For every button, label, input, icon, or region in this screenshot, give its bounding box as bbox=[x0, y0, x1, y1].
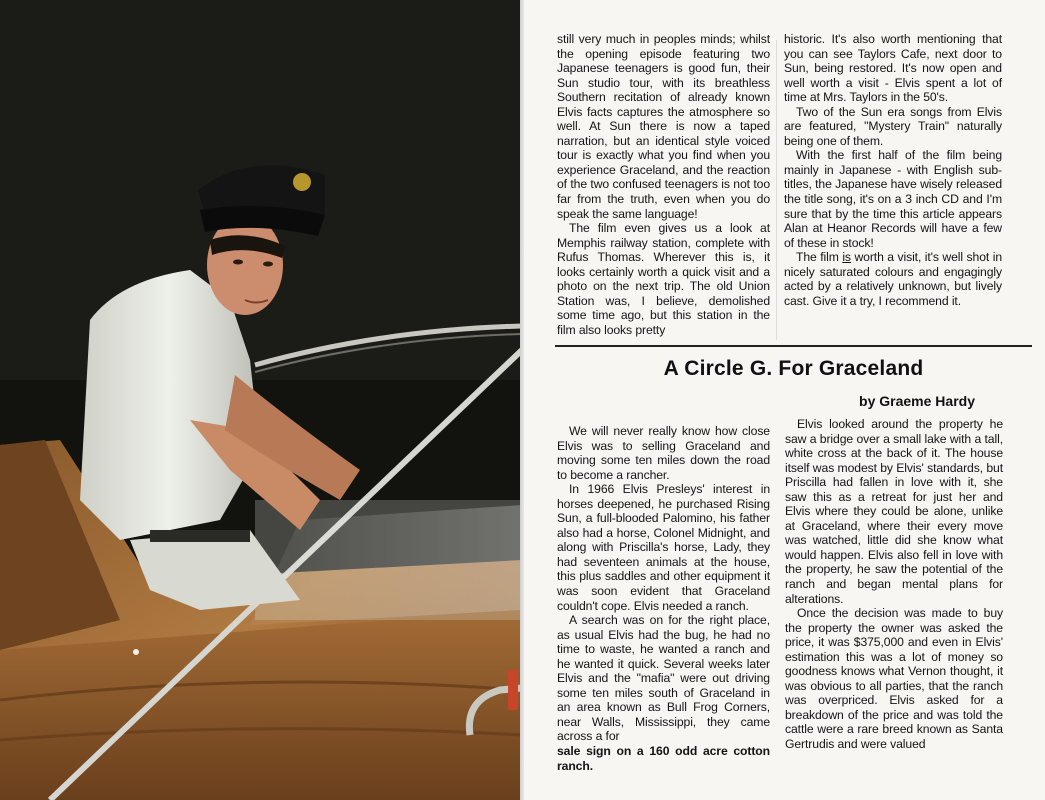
text-run: worth a visit, it's well shot in nicely saturated colours and engagingly acted by a relatively unknown, but lively cast. Give it a try, I recommend it. bbox=[784, 250, 1003, 308]
bold-line: sale sign on a 160 odd acre cotton ranch. bbox=[557, 744, 770, 773]
text-run: The film bbox=[796, 250, 843, 265]
paragraph: Elvis looked around the property he saw a bridge over a small lake with a tall, white cross at the back of it. The house itself was modest by Elvis' standards, but Priscilla had fallen in love with it, she saw this as a retreat for just her and Elvis where they could be alone, unlike at Graceland, where their every move was watched, little did she know what would happen. Elvis also fell in love with the property, he saw the potential of the ranch and began mental plans for alterations. bbox=[785, 417, 1003, 606]
article-byline: by Graeme Hardy bbox=[859, 393, 975, 409]
underlined-word: is bbox=[842, 250, 851, 265]
paragraph: With the first half of the film being mainly in Japanese - with English sub-titles, the Japanese have wisely released the title song, it's on a 3 inch CD and I'm sure that by the time this article appears Alan at Heanor Records will have a few of these in stock! bbox=[784, 148, 1002, 250]
review-column-1 bbox=[557, 32, 770, 337]
paragraph: A search was on for the right place, as usual Elvis had the bug, he had no time to waste, he wanted a ranch and he wanted it quick. Several weeks later Elvis and the "mafia" were out driving some ten miles south of Graceland in an area known as Bull Frog Corners, near Walls, Mississippi, they came across a for bbox=[557, 613, 770, 744]
paragraph: In 1966 Elvis Presleys' interest in horses deepened, he purchased Rising Sun, a full-blooded Palomino, his father also had a horse, Colonel Midnight, and along with Priscilla's horse, Lady, they had seventeen animals at the house, this plus saddles and other equipment it was soon evident that Graceland couldn't cope. Elvis needed a ranch. bbox=[557, 482, 770, 613]
paragraph: still very much in peoples minds; whilst the opening episode featuring two Japanese teenagers is good fun, their Sun studio tour, with its breathless Southern recitation of already known Elvis facts captures the atmosphere so well. At Sun there is now a taped narration, but an identical style voiced tour is exactly what you find when you experience Graceland, and the reaction of the two confused teenagers is not too far from the truth, even when you do speak the same language! bbox=[557, 32, 770, 221]
paragraph: We will never really know how close Elvis was to selling Graceland and moving some ten miles down the road to become a rancher. bbox=[557, 424, 770, 482]
paragraph: Once the decision was made to buy the property the owner was asked the price, it was $375,000 and even in Elvis' estimation this was a lot of money so goodness knows what Vernon thought, it was obvious to all parties, that the ranch was overpriced. Elvis asked for a breakdown of the price and was told the cattle were a rare breed known as Santa Gertrudis and were valued bbox=[785, 606, 1003, 752]
article-title: A Circle G. For Graceland bbox=[663, 357, 924, 380]
column-divider bbox=[776, 40, 777, 340]
photo-page bbox=[0, 0, 522, 800]
article-column-2 bbox=[785, 417, 1003, 752]
paragraph: The film even gives us a look at Memphis railway station, complete with Rufus Thomas. Wherever this is, it looks certainly worth a quick visit and a photo on the next trip. The old Union Station was, I believe, demolished some time ago, but this station in the film also looks pretty bbox=[557, 221, 770, 337]
paragraph: historic. It's also worth mentioning that you can see Taylors Cafe, next door to Sun, being restored. It's now open and well worth a visit - Elvis spent a lot of time at Mrs. Taylors in the 50's. bbox=[784, 32, 1002, 105]
article-column-1 bbox=[557, 424, 770, 773]
review-column-2 bbox=[784, 32, 1002, 308]
text-page bbox=[524, 0, 1045, 800]
final-paragraph bbox=[784, 250, 1002, 308]
section-divider bbox=[555, 345, 1032, 347]
paragraph: Two of the Sun era songs from Elvis are featured, "Mystery Train" naturally being one of them. bbox=[784, 104, 1002, 148]
elvis-boat-photo bbox=[0, 0, 522, 800]
